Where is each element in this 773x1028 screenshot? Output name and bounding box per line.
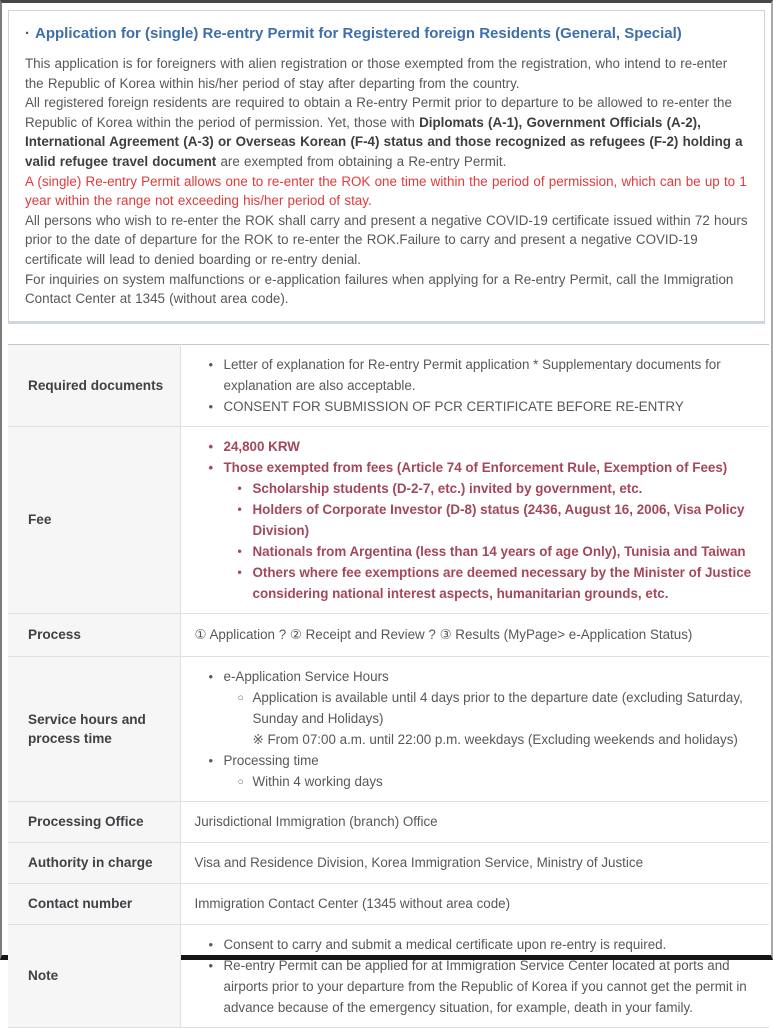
processing-time-subitem: ○ Within 4 working days xyxy=(238,771,756,792)
row-label-process: Process xyxy=(8,613,180,656)
required-documents-list xyxy=(209,354,756,417)
note-list xyxy=(209,934,756,1018)
fee-exemption-subitem: • Others where fee exemptions are deemed necessary by the Minister of Justice considering national interest aspects, humanitarian grounds, etc. xyxy=(238,562,756,604)
fee-list xyxy=(209,436,756,604)
fee-exemption-subitem: • Nationals from Argentina (less than 14 years of age Only), Tunisia and Taiwan xyxy=(238,541,756,562)
intro-paragraph-3-alert: A (single) Re-entry Permit allows one to re-enter the ROK one time within the period of permission, which can be up to 1 year within the range not exceeding his/her period of stay. xyxy=(25,173,747,209)
row-value-process: ① Application ? ② Receipt and Review ? ③ Results (MyPage> e-Application Status) xyxy=(194,627,693,643)
service-hours-item-text: e-Application Service Hours xyxy=(223,668,389,684)
row-label-note: Note xyxy=(8,924,180,1027)
row-value-note xyxy=(180,924,769,1027)
page-title-text: Application for (single) Re-entry Permit for Registered foreign Residents (General, Special) xyxy=(35,25,682,42)
table-row-fee xyxy=(8,426,769,613)
row-value-service-hours xyxy=(180,656,769,801)
row-value-authority-in-charge: Visa and Residence Division, Korea Immigration Service, Ministry of Justice xyxy=(194,855,644,871)
fee-exemption-text: Those exempted from fees (Article 74 of Enforcement Rule, Exemption of Fees) xyxy=(223,459,728,475)
permit-info-table xyxy=(8,344,769,1028)
intro-paragraph-5: For inquiries on system malfunctions or e-application failures when applying for a Re-entry Permit, call the Immigration Contact Center at 1345 (without area code). xyxy=(25,271,734,307)
processing-time-sublist xyxy=(238,771,756,792)
fee-exemption-subitem: • Scholarship students (D-2-7, etc.) invited by government, etc. xyxy=(238,478,756,499)
intro-paragraph-4: All persons who wish to re-enter the ROK shall carry and present a negative COVID-19 certificate issued within 72 hours prior to the date of departure for the ROK to re-enter the ROK.Failure to carry and present a negative COVID-19 certificate will lead to denied boarding or re-entry denial. xyxy=(25,212,748,267)
row-value-processing-office: Jurisdictional Immigration (branch) Office xyxy=(194,814,438,830)
intro-p2-exemption-bold: Diplomats (A-1), Government Officials (A-2), International Agreement (A-3) or Overseas Korean (F-4) status and those recognized as refugees (F-2) holding a valid refugee travel document xyxy=(25,114,743,169)
intro-p2-plain-start: All registered foreign residents are required to obtain a Re-entry Permit prior to departure to be allowed to re-enter the Republic of Korea within the period of permission. Yet, those with xyxy=(25,95,732,130)
service-hours-sublist xyxy=(238,687,756,750)
intro-paragraph-1: This application is for foreigners with alien registration or those exempted from the registration, who intend to re-enter the Republic of Korea within his/her period of stay after departing from the country. xyxy=(25,56,728,91)
required-document-item: • Letter of explanation for Re-entry Permit application * Supplementary documents for explanation are also acceptable. xyxy=(209,354,756,396)
intro-p2-plain-end: are exempted from obtaining a Re-entry Permit. xyxy=(216,153,507,169)
intro-paragraph-2 xyxy=(25,93,748,171)
note-item: • Re-entry Permit can be applied for at Immigration Service Center located at ports and airports prior to your departure from the Republic of Korea if you cannot get the permit in advance because of the emergency situation, for example, death in your family. xyxy=(209,955,756,1018)
fee-exemption-subitem: • Holders of Corporate Investor (D-8) status (2436, August 16, 2006, Visa Policy Division) xyxy=(238,499,756,541)
table-row-contact-number xyxy=(8,883,769,924)
fee-exemption-item xyxy=(209,457,756,604)
processing-time-item-text: Processing time xyxy=(223,752,319,768)
row-label-contact-number: Contact number xyxy=(8,883,180,924)
intro-box xyxy=(8,10,765,324)
row-label-service-hours: Service hours and process time xyxy=(8,656,180,801)
service-hours-item xyxy=(209,666,756,750)
table-row-processing-office xyxy=(8,801,769,842)
row-label-authority-in-charge: Authority in charge xyxy=(8,842,180,883)
service-hours-reference-note: ※ From 07:00 a.m. until 22:00 p.m. weekdays (Excluding weekends and holidays) xyxy=(252,731,738,747)
row-label-fee: Fee xyxy=(8,426,180,613)
table-row-note xyxy=(8,924,769,1027)
row-value-fee xyxy=(180,426,769,613)
service-hours-list xyxy=(209,666,756,792)
note-item: • Consent to carry and submit a medical certificate upon re-entry is required. xyxy=(209,934,756,955)
row-value-required-documents xyxy=(180,344,769,426)
table-row-authority-in-charge xyxy=(8,842,769,883)
processing-time-item xyxy=(209,750,756,792)
service-hours-subitem: ○ Application is available until 4 days prior to the departure date (excluding Saturday, Sunday and Holidays) xyxy=(238,687,756,729)
fee-exemption-sublist xyxy=(238,478,756,604)
row-label-required-documents: Required documents xyxy=(8,344,180,426)
row-label-processing-office: Processing Office xyxy=(8,801,180,842)
table-row-required-documents xyxy=(8,344,769,426)
table-row-process xyxy=(8,613,769,656)
required-document-item: • CONSENT FOR SUBMISSION OF PCR CERTIFICATE BEFORE RE-ENTRY xyxy=(209,396,756,417)
title-bullet: · xyxy=(25,25,30,42)
page-title xyxy=(25,23,748,45)
fee-amount-item: • 24,800 KRW xyxy=(209,436,756,457)
table-row-service-hours xyxy=(8,656,769,801)
row-value-contact-number: Immigration Contact Center (1345 without area code) xyxy=(194,896,511,912)
